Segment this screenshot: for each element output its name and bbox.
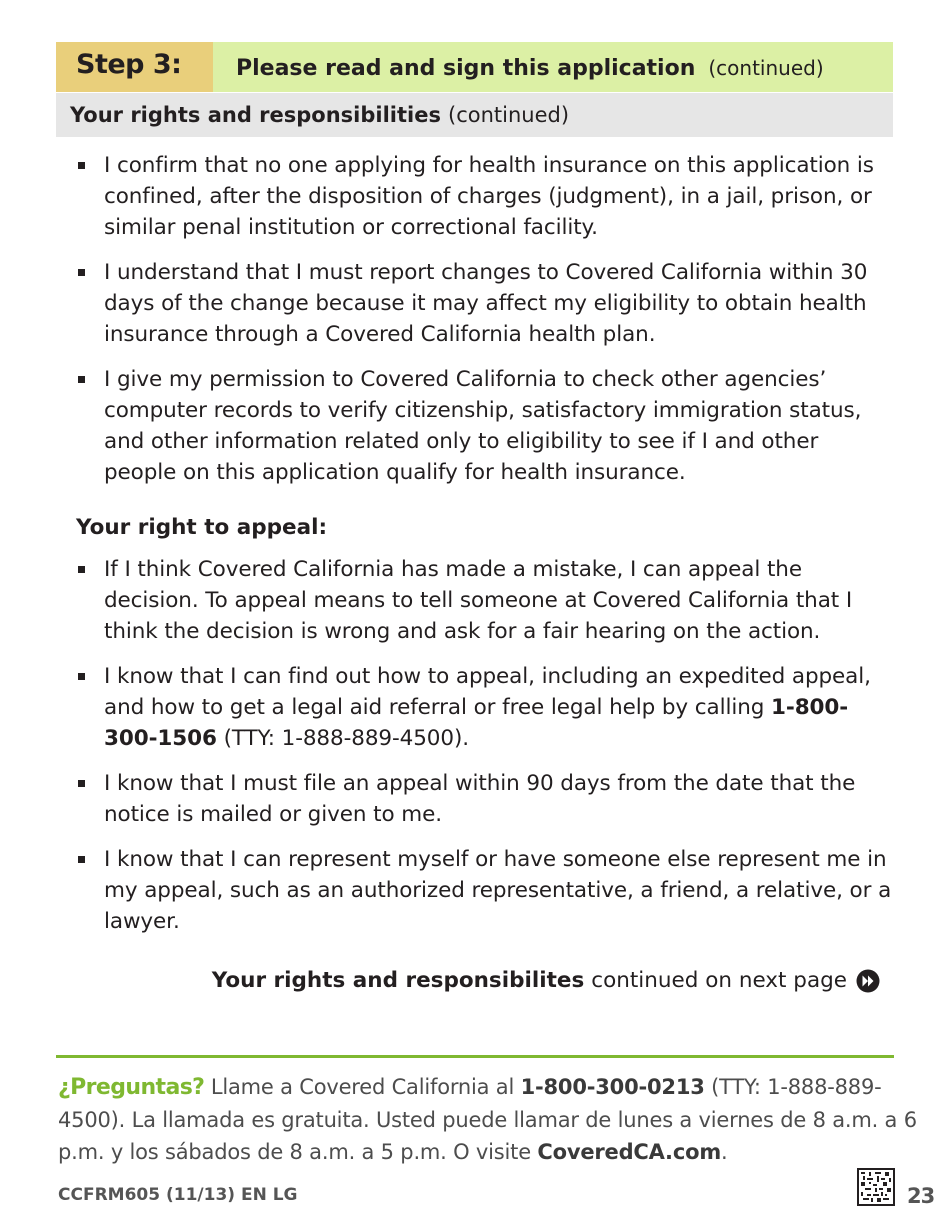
list-item: I give my permission to Covered California to check other agencies’ computer records to verify citizenship, satisfactory immigration status, and other information related only to eligibility to see if I and other people on this application qualify for health insurance.: [76, 364, 896, 488]
footer-divider: [56, 1055, 894, 1058]
preguntas-label: ¿Preguntas?: [58, 1075, 205, 1100]
list-item: I know that I can represent myself or have someone else represent me in my appeal, such as an authorized representative, a friend, a relative, or a lawyer.: [76, 844, 896, 937]
qr-code-icon: [857, 1168, 895, 1206]
footer-period: .: [721, 1140, 728, 1164]
appeal-help-text: I know that I can find out how to appeal, including an expedited appeal, and how to get a legal aid referral or free legal help by calling: [104, 664, 871, 720]
footer-help-text: [58, 1071, 928, 1168]
step-label: Step 3:: [56, 42, 213, 92]
continued-text: continued on next page: [591, 968, 847, 993]
list-item: I understand that I must report changes to Covered California within 30 days of the change because it may affect my eligibility to obtain health insurance through a Covered California health plan.: [76, 257, 896, 350]
section-title: Your rights and responsibilities: [70, 103, 441, 127]
footer-phone: 1-800-300-0213: [520, 1075, 705, 1099]
step-title-suffix: (continued): [708, 56, 824, 80]
next-page-icon: [856, 969, 880, 993]
section-suffix: (continued): [448, 103, 570, 127]
step-header: [56, 42, 893, 92]
continued-bold: Your rights and responsibilites: [211, 968, 585, 993]
list-item: [76, 661, 896, 754]
continued-notice: [212, 968, 880, 993]
list-item: I know that I must file an appeal within 90 days from the date that the notice is mailed or given to me.: [76, 768, 896, 830]
footer-text-1: Llame a Covered California al: [210, 1075, 515, 1099]
page-number: 23: [907, 1184, 935, 1208]
step-title: Please read and sign this application: [236, 55, 696, 81]
appeal-heading: Your right to appeal:: [76, 515, 328, 540]
section-header: [56, 93, 893, 137]
responsibilities-list: [76, 150, 896, 502]
appeal-tty: (TTY: 1-888-889-4500).: [223, 726, 469, 751]
form-code: CCFRM605 (11/13) EN LG: [58, 1185, 298, 1205]
appeal-phone: 1-800-300-1506: [104, 695, 849, 751]
list-item: I confirm that no one applying for health insurance on this application is confined, after the disposition of charges (judgment), in a jail, prison, or similar penal institution or correctional facility.: [76, 150, 896, 243]
footer-site: CoveredCA.com: [537, 1140, 721, 1164]
step-title-box: [213, 42, 893, 92]
footer-text-2: (TTY: 1-888-889-4500). La llamada es gratuita. Usted puede llamar de lunes a viernes de 8 a.m. a 6 p.m. y los sábados de 8 a.m. a 5 p.m. O visite: [58, 1075, 917, 1164]
list-item: If I think Covered California has made a mistake, I can appeal the decision. To appeal means to tell someone at Covered California that I think the decision is wrong and ask for a fair hearing on the action.: [76, 554, 896, 647]
appeal-list: [76, 554, 896, 951]
